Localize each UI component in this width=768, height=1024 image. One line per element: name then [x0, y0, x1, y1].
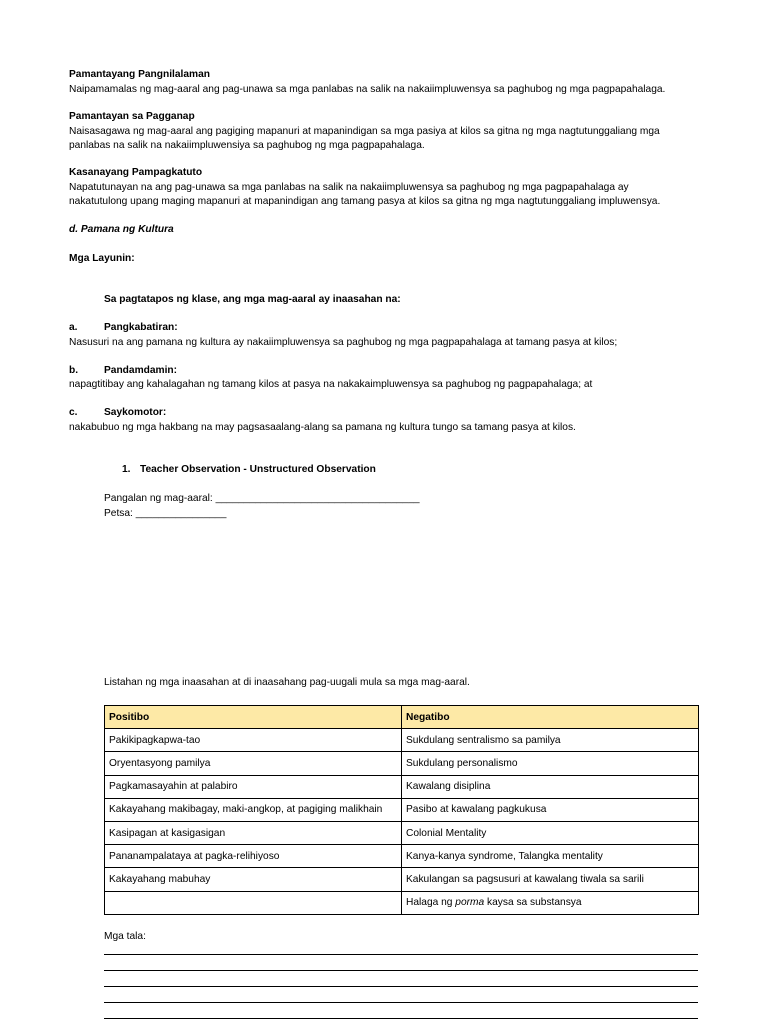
table-row — [105, 821, 699, 844]
objective-c-label: Saykomotor: — [104, 407, 167, 418]
performance-standard-line-2: panlabas na salik na nakaiimpluwensiya sa paghubog ng mga pagpapahalaga. — [69, 140, 425, 152]
objective-b-letter: b. — [69, 365, 79, 376]
date-field: Petsa: ________________ — [104, 508, 227, 519]
table-row — [105, 845, 699, 868]
notes-line — [104, 1002, 698, 1003]
table-row — [105, 729, 699, 752]
cell-text-italic: porma — [455, 897, 485, 909]
notes-label: Mga tala: — [104, 931, 146, 942]
cell-positibo: Oryentasyong pamilya — [105, 752, 402, 775]
learning-competency-section — [69, 166, 709, 210]
content-standard-heading: Pamantayang Pangnilalaman — [69, 69, 210, 80]
cell-negatibo: Pasibo at kawalang pagkukusa — [402, 798, 699, 821]
learning-competency-heading: Kasanayang Pampagkatuto — [69, 167, 203, 178]
header-negatibo: Negatibo — [402, 706, 699, 729]
objective-b-label-row — [69, 364, 177, 379]
objectives-heading: Mga Layunin: — [69, 253, 135, 264]
objective-a-letter: a. — [69, 322, 78, 333]
objectives-intro: Sa pagtatapos ng klase, ang mga mag-aaral ay inaasahan na: — [104, 294, 401, 305]
cell-positibo: Kakayahang makibagay, maki-angkop, at pagiging malikhain — [105, 798, 402, 821]
behavior-table — [104, 705, 699, 915]
cell-positibo — [105, 891, 402, 914]
table-row — [105, 752, 699, 775]
topic-heading: d. Pamana ng Kultura — [69, 224, 174, 235]
cell-negatibo — [402, 891, 699, 914]
cell-negatibo: Kawalang disiplina — [402, 775, 699, 798]
cell-positibo: Pagkamasayahin at palabiro — [105, 775, 402, 798]
content-standard-section — [69, 68, 709, 97]
observation-number: 1. — [122, 464, 131, 475]
cell-positibo: Pakikipagkapwa-tao — [105, 729, 402, 752]
table-row — [105, 775, 699, 798]
content-standard-text: Naipamamalas ng mag-aaral ang pag-unawa sa mga panlabas na salik na nakaiimpluwensya sa paghubog ng mga pagpapahalaga. — [69, 83, 666, 95]
table-row — [105, 868, 699, 891]
cell-positibo: Pananampalataya at pagka-relihiyoso — [105, 845, 402, 868]
cell-text-prefix: Halaga ng — [406, 897, 456, 909]
performance-standard-section — [69, 110, 709, 154]
learning-competency-line-2: nakatutulong upang maging mapanuri at mapanindigan ang tamang pasya at kilos sa gitna ng mga nagtutunggaliang impluwensya. — [69, 196, 661, 208]
objective-a-label-row — [69, 321, 178, 336]
objective-b-label: Pandamdamin: — [104, 365, 178, 376]
table-row — [105, 891, 699, 914]
performance-standard-heading: Pamantayan sa Pagganap — [69, 111, 195, 122]
notes-line — [104, 986, 698, 987]
table-header-row — [105, 706, 699, 729]
objective-a-label: Pangkabatiran: — [104, 322, 178, 333]
observation-title-text: Teacher Observation - Unstructured Observation — [140, 464, 376, 475]
observation-title — [122, 463, 376, 478]
notes-line — [104, 954, 698, 955]
objective-c-label-row — [69, 406, 166, 421]
objective-b-text: napagtitibay ang kahalagahan ng tamang kilos at pasya na nakakaimpluwensya sa paghubog ng pagpapahalaga; at — [69, 379, 593, 390]
objective-a-text: Nasusuri na ang pamana ng kultura ay nakaiimpluwensya sa paghubog ng mga pagpapahalaga at tamang pasya at kilos; — [69, 337, 618, 348]
objective-c-letter: c. — [69, 407, 78, 418]
learning-competency-line-1: Napatutunayan na ang pag-unawa sa mga panlabas na salik na nakaiimpluwensya sa paghubog ng mga pagpapahalaga ay — [69, 181, 629, 193]
cell-positibo: Kasipagan at kasigasigan — [105, 821, 402, 844]
cell-text-suffix: kaysa sa substansya — [484, 897, 582, 909]
table-instruction: Listahan ng mga inaasahan at di inaasahang pag-uugali mula sa mga mag-aaral. — [104, 677, 470, 688]
cell-negatibo: Kakulangan sa pagsusuri at kawalang tiwala sa sarili — [402, 868, 699, 891]
cell-negatibo: Colonial Mentality — [402, 821, 699, 844]
objective-c-text: nakabubuo ng mga hakbang na may pagsasaalang-alang sa pamana ng kultura tungo sa tamang pasya at kilos. — [69, 422, 576, 433]
notes-line — [104, 1018, 698, 1019]
cell-positibo: Kakayahang mabuhay — [105, 868, 402, 891]
performance-standard-line-1: Naisasagawa ng mag-aaral ang pagiging mapanuri at mapanindigan sa mga pasiya at kilos sa gitna ng mga nagtutunggaliang mga — [69, 125, 660, 137]
table-row — [105, 798, 699, 821]
header-positibo: Positibo — [105, 706, 402, 729]
notes-line — [104, 970, 698, 971]
cell-negatibo: Sukdulang personalismo — [402, 752, 699, 775]
student-name-field: Pangalan ng mag-aaral: ____________________________________ — [104, 493, 420, 504]
cell-negatibo: Sukdulang sentralismo sa pamilya — [402, 729, 699, 752]
cell-negatibo: Kanya-kanya syndrome, Talangka mentality — [402, 845, 699, 868]
